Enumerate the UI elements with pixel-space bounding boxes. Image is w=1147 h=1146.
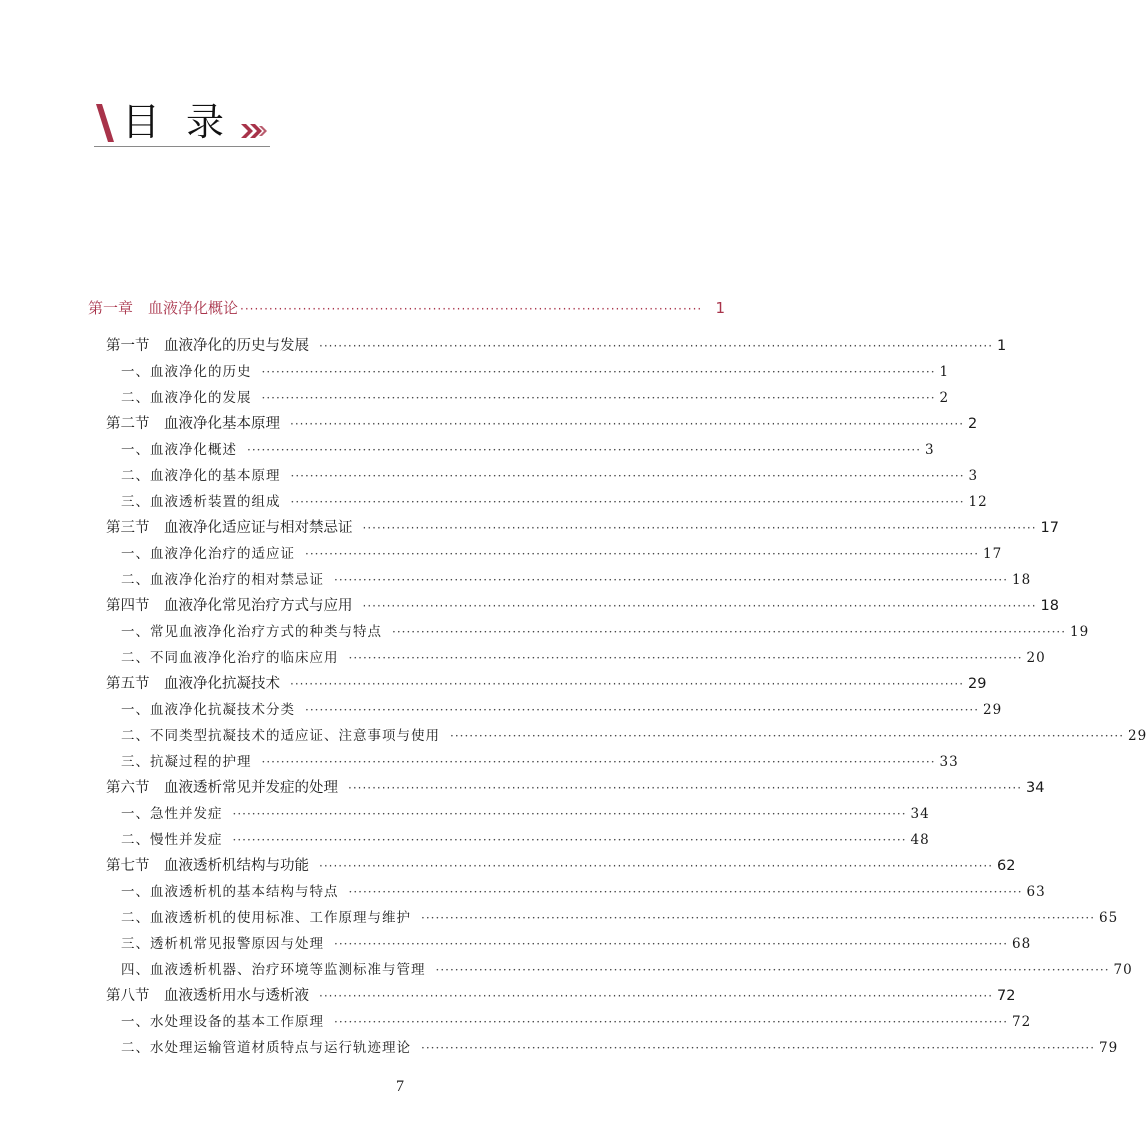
toc-page-number: 72 bbox=[997, 988, 1016, 1004]
toc-section[interactable] bbox=[106, 516, 1059, 540]
toc-item[interactable] bbox=[121, 646, 1046, 670]
toc-item-label: 二、慢性并发症 bbox=[121, 832, 223, 848]
toc-section-label: 第七节 血液透析机结构与功能 bbox=[106, 858, 309, 874]
toc-section[interactable] bbox=[106, 672, 987, 696]
toc-page-number: 29 bbox=[968, 676, 987, 692]
toc-page-number: 33 bbox=[939, 754, 959, 770]
leader-dots: ············································································································································ bbox=[319, 859, 994, 873]
leader-dots: ············································································································································ bbox=[261, 755, 936, 769]
header-underline bbox=[94, 146, 270, 147]
toc-section-label: 第六节 血液透析常见并发症的处理 bbox=[106, 780, 338, 796]
toc-item[interactable] bbox=[121, 880, 1046, 904]
leader-dots: ············································································································································ bbox=[232, 833, 907, 847]
leader-dots: ············································································································································ bbox=[421, 911, 1096, 925]
toc-page-number: 12 bbox=[968, 494, 988, 510]
toc-item-label: 一、血液净化抗凝技术分类 bbox=[121, 702, 295, 718]
toc-header bbox=[0, 0, 800, 160]
toc-page-number: 18 bbox=[1012, 572, 1032, 588]
toc-page-number: 65 bbox=[1099, 910, 1119, 926]
toc-item-label: 三、透析机常见报警原因与处理 bbox=[121, 936, 324, 952]
toc-item-label: 一、水处理设备的基本工作原理 bbox=[121, 1014, 324, 1030]
leader-dots: ············································································································································ bbox=[392, 625, 1067, 639]
toc-section[interactable] bbox=[106, 854, 1016, 878]
toc-page-number: 18 bbox=[1040, 598, 1059, 614]
toc-page-number: 17 bbox=[1040, 520, 1059, 536]
toc-item[interactable] bbox=[121, 360, 950, 384]
leader-dots: ············································································································································ bbox=[421, 1041, 1096, 1055]
toc-page-number: 3 bbox=[968, 468, 979, 484]
leader-dots: ································································································ bbox=[240, 302, 703, 316]
toc-item-label: 一、血液透析机的基本结构与特点 bbox=[121, 884, 339, 900]
toc-page-number: 19 bbox=[1070, 624, 1090, 640]
toc-chapter-label: 第一章 血液净化概论 bbox=[88, 299, 239, 317]
leader-dots: ············································································································································ bbox=[305, 703, 980, 717]
toc-page-number: 2 bbox=[968, 416, 978, 432]
leader-dots: ············································································································································ bbox=[261, 391, 936, 405]
toc-item-label: 一、急性并发症 bbox=[121, 806, 223, 822]
title-char-mu: 目 bbox=[122, 100, 161, 144]
toc-item-label: 一、血液净化概述 bbox=[121, 442, 237, 458]
toc-item[interactable] bbox=[121, 724, 1147, 748]
toc-section-label: 第三节 血液净化适应证与相对禁忌证 bbox=[106, 520, 353, 536]
toc-item[interactable] bbox=[121, 802, 930, 826]
toc-page-number: 63 bbox=[1026, 884, 1046, 900]
toc-item-label: 三、血液透析装置的组成 bbox=[121, 494, 281, 510]
leader-dots: ············································································································································ bbox=[290, 495, 965, 509]
leader-dots: ············································································································································ bbox=[435, 963, 1110, 977]
toc-section-label: 第八节 血液透析用水与透析液 bbox=[106, 988, 309, 1004]
title-char-lu: 录 bbox=[186, 100, 225, 144]
leader-dots: ············································································································································ bbox=[261, 365, 936, 379]
double-chevron-right-icon bbox=[241, 122, 269, 140]
toc-item-label: 一、常见血液净化治疗方式的种类与特点 bbox=[121, 624, 382, 640]
toc-item[interactable] bbox=[121, 828, 930, 852]
toc-item-label: 三、抗凝过程的护理 bbox=[121, 754, 252, 770]
toc-page-number: 3 bbox=[925, 442, 935, 458]
leader-dots: ············································································································································ bbox=[334, 573, 1009, 587]
toc-item-label: 二、不同血液净化治疗的临床应用 bbox=[121, 650, 339, 666]
leader-dots: ············································································································································ bbox=[450, 729, 1125, 743]
page-number: 7 bbox=[396, 1078, 404, 1095]
toc-item-label: 二、血液净化治疗的相对禁忌证 bbox=[121, 572, 324, 588]
leader-dots: ············································································································································ bbox=[247, 443, 922, 457]
toc-page-number: 29 bbox=[1128, 728, 1147, 744]
toc-item[interactable] bbox=[121, 932, 1032, 956]
toc-page-number: 68 bbox=[1012, 936, 1032, 952]
leader-dots: ············································································································································ bbox=[348, 651, 1023, 665]
toc-page-number: 1 bbox=[939, 364, 950, 380]
toc-item-label: 二、血液净化的发展 bbox=[121, 390, 252, 406]
toc-section[interactable] bbox=[106, 984, 1016, 1008]
toc-page-number: 79 bbox=[1099, 1040, 1119, 1056]
leader-dots: ············································································································································ bbox=[362, 521, 1037, 535]
toc-item[interactable] bbox=[121, 438, 935, 462]
leader-dots: ············································································································································ bbox=[290, 417, 965, 431]
toc-page-number: 1 bbox=[997, 338, 1007, 354]
toc-page-number: 20 bbox=[1026, 650, 1046, 666]
toc-item[interactable] bbox=[121, 750, 959, 774]
leader-dots: ············································································································································ bbox=[290, 677, 965, 691]
toc-item[interactable] bbox=[121, 906, 1119, 930]
leader-dots: ············································································································································ bbox=[334, 1015, 1009, 1029]
toc-item[interactable] bbox=[121, 542, 1003, 566]
leader-dots: ············································································································································ bbox=[232, 807, 907, 821]
toc-item[interactable] bbox=[121, 1010, 1032, 1034]
toc-page-number: 72 bbox=[1012, 1014, 1032, 1030]
toc-item[interactable] bbox=[121, 464, 979, 488]
toc-item[interactable] bbox=[121, 958, 1133, 982]
toc-item[interactable] bbox=[121, 568, 1032, 592]
leader-dots: ············································································································································ bbox=[319, 339, 994, 353]
toc-item-label: 二、水处理运输管道材质特点与运行轨迹理论 bbox=[121, 1040, 411, 1056]
toc-section[interactable] bbox=[106, 776, 1045, 800]
toc-item[interactable] bbox=[121, 490, 988, 514]
toc-item[interactable] bbox=[121, 386, 950, 410]
toc-item-label: 二、血液净化的基本原理 bbox=[121, 468, 281, 484]
toc-page-number: 2 bbox=[939, 390, 950, 406]
toc-section[interactable] bbox=[106, 334, 1007, 358]
leader-dots: ············································································································································ bbox=[305, 547, 980, 561]
toc-section[interactable] bbox=[106, 594, 1059, 618]
toc-item[interactable] bbox=[121, 698, 1003, 722]
backslash-bar-icon bbox=[96, 104, 114, 142]
toc-item-label: 四、血液透析机器、治疗环境等监测标准与管理 bbox=[121, 962, 426, 978]
toc-section-label: 第四节 血液净化常见治疗方式与应用 bbox=[106, 598, 353, 614]
toc-page-number: 34 bbox=[910, 806, 930, 822]
leader-dots: ············································································································································ bbox=[362, 599, 1037, 613]
toc-chapter-page: 1 bbox=[715, 299, 725, 317]
leader-dots: ············································································································································ bbox=[348, 885, 1023, 899]
toc-item-label: 二、血液透析机的使用标准、工作原理与维护 bbox=[121, 910, 411, 926]
leader-dots: ············································································································································ bbox=[290, 469, 965, 483]
toc-chapter[interactable] bbox=[88, 296, 725, 320]
toc-section-label: 第五节 血液净化抗凝技术 bbox=[106, 676, 280, 692]
toc-page-number: 62 bbox=[997, 858, 1016, 874]
toc-item[interactable] bbox=[121, 620, 1090, 644]
toc-item-label: 二、不同类型抗凝技术的适应证、注意事项与使用 bbox=[121, 728, 440, 744]
toc-page-number: 29 bbox=[983, 702, 1003, 718]
toc-section[interactable] bbox=[106, 412, 978, 436]
toc-section-label: 第一节 血液净化的历史与发展 bbox=[106, 338, 309, 354]
toc-page-number: 48 bbox=[910, 832, 930, 848]
leader-dots: ············································································································································ bbox=[334, 937, 1009, 951]
toc-page-number: 34 bbox=[1026, 780, 1045, 796]
toc-item[interactable] bbox=[121, 1036, 1119, 1060]
toc-item-label: 一、血液净化治疗的适应证 bbox=[121, 546, 295, 562]
toc-item-label: 一、血液净化的历史 bbox=[121, 364, 252, 380]
toc-page-number: 70 bbox=[1113, 962, 1133, 978]
leader-dots: ············································································································································ bbox=[348, 781, 1023, 795]
leader-dots: ············································································································································ bbox=[319, 989, 994, 1003]
toc-section-label: 第二节 血液净化基本原理 bbox=[106, 416, 280, 432]
toc-page-number: 17 bbox=[983, 546, 1003, 562]
